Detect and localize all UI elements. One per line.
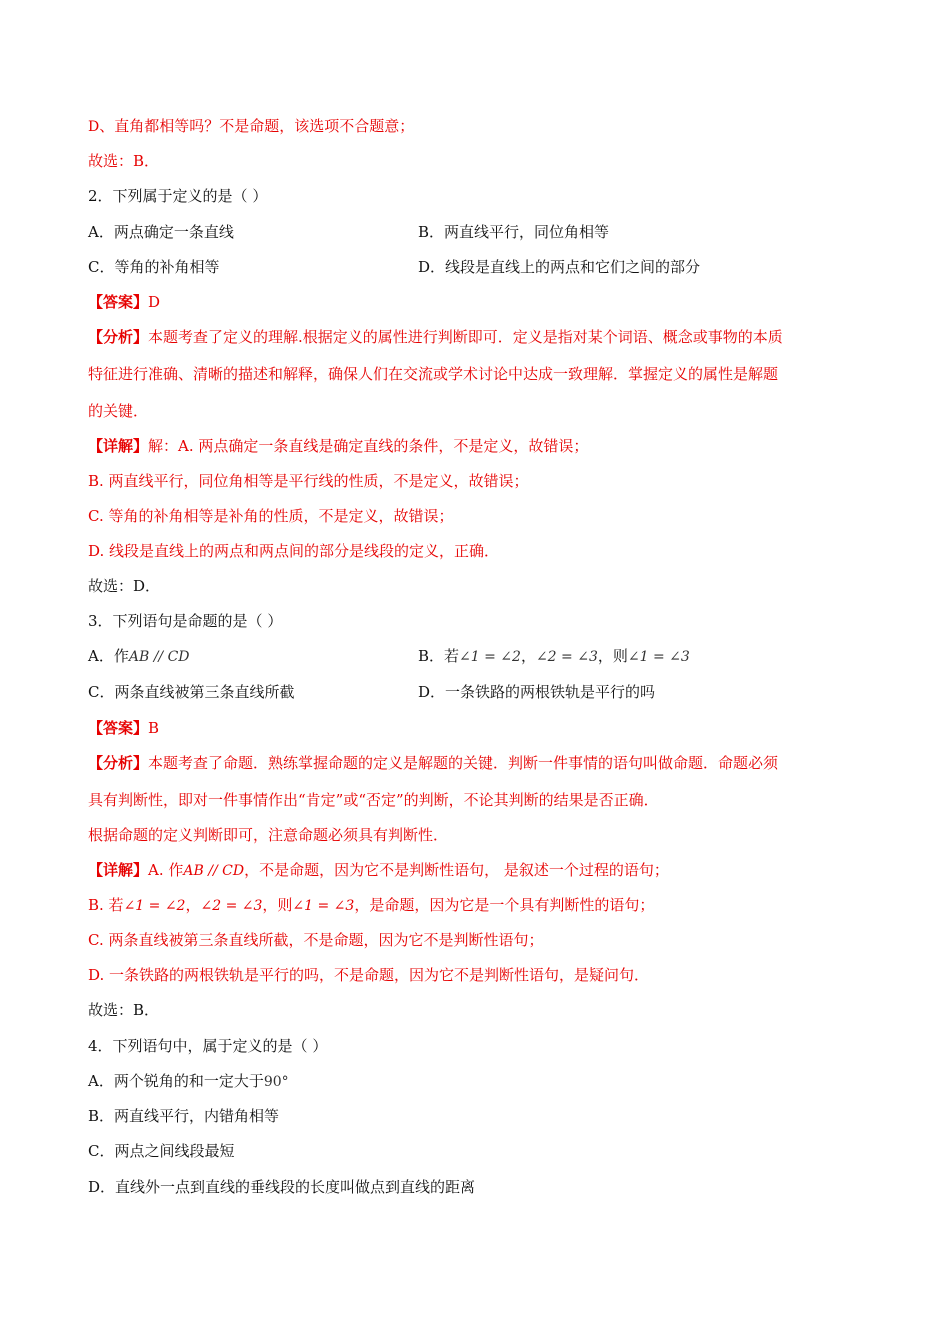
q3-detail-line-c: C. 两条直线被第三条直线所截，不是命题，因为它不是判断性语句； — [88, 931, 544, 949]
q2-detail-tag: 【详解】 — [88, 437, 149, 455]
q3-option-b — [418, 646, 690, 667]
q3-detail-a-prefix: A. 作 — [148, 861, 184, 879]
q1-choose-line: 故选：B． — [88, 152, 160, 170]
q3-stem: 3．下列语句是命题的是（ ） — [88, 612, 283, 630]
q2-options-row-1 — [88, 222, 234, 242]
q4-option-a-prefix: A．两个锐角的和一定大于 — [88, 1072, 264, 1090]
q2-option-b: B．两直线平行，同位角相等 — [418, 223, 610, 241]
q3-option-d: D．一条铁路的两根铁轨是平行的吗 — [418, 683, 656, 701]
q2-analysis-tag: 【分析】 — [88, 328, 149, 346]
q3-choose-line: 故选：B． — [88, 1001, 160, 1019]
q2-detail-a-text: 解：A. 两点确定一条直线是确定直线的条件，不是定义，故错误； — [148, 437, 589, 455]
q3-detail-b-math-1: ∠1 = ∠2 — [123, 898, 186, 914]
q3-detail-a-math: AB // CD — [183, 863, 245, 879]
q3-option-a-math: AB // CD — [128, 649, 190, 665]
q3-option-b-math-2: ∠2 = ∠3 — [535, 649, 598, 665]
q3-detail-tag: 【详解】 — [88, 861, 149, 879]
q2-answer-tag: 【答案】 — [88, 293, 149, 311]
q3-detail-a-rest: ，不是命题，因为它不是判断性语句， 是叙述一个过程的语句； — [244, 861, 669, 879]
q4-option-b: B．两直线平行，内错角相等 — [88, 1107, 280, 1125]
q2-choose-line: 故选：D． — [88, 577, 161, 595]
q3-detail-b-math-3: ∠1 = ∠3 — [292, 898, 355, 914]
q3-answer-value: B — [148, 719, 160, 737]
q3-detail-line-d: D. 一条铁路的两根铁轨是平行的吗，不是命题，因为它不是判断性语句，是疑问句． — [88, 966, 650, 984]
q2-option-d: D．线段是直线上的两点和它们之间的部分 — [418, 258, 701, 276]
q2-analysis-text-1: 本题考查了定义的理解.根据定义的属性进行判断即可．定义是指对某个词语、概念或事物的本质 — [148, 328, 783, 346]
q3-answer-tag: 【答案】 — [88, 719, 149, 737]
q3-detail-line-b — [88, 895, 654, 916]
q3-detail-b-mid: ，则 — [262, 896, 293, 914]
q4-option-d: D．直线外一点到直线的垂线段的长度叫做点到直线的距离 — [88, 1178, 476, 1196]
q3-option-b-math-3: ∠1 = ∠3 — [627, 649, 690, 665]
q2-option-c: C．等角的补角相等 — [88, 258, 220, 276]
q2-detail-line-b: B. 两直线平行，同位角相等是平行线的性质，不是定义，故错误； — [88, 472, 529, 490]
q3-option-b-math-1: ∠1 = ∠2 — [459, 649, 521, 665]
q3-analysis-line-1 — [88, 753, 778, 773]
q2-detail-line-c: C. 等角的补角相等是补角的性质，不是定义，故错误； — [88, 507, 454, 525]
q3-analysis-text-1: 本题考查了命题．熟练掌握命题的定义是解题的关键．判断一件事情的语句叫做命题．命题必须 — [148, 754, 779, 772]
q3-option-a — [88, 646, 190, 667]
q2-detail-line-d: D. 线段是直线上的两点和两点间的部分是线段的定义，正确． — [88, 542, 500, 560]
q2-analysis-line-3: 的关键． — [88, 402, 149, 420]
q4-option-a — [88, 1071, 289, 1092]
q2-stem: 2．下列属于定义的是（ ） — [88, 187, 268, 205]
q1-d-letter: D — [88, 119, 100, 135]
q4-stem: 4．下列语句中，属于定义的是（ ） — [88, 1037, 328, 1055]
q2-answer-value: D — [148, 293, 161, 311]
q3-option-c: C．两条直线被第三条直线所截 — [88, 683, 295, 701]
q3-option-a-prefix: A．作 — [88, 647, 129, 665]
q3-detail-line-a — [88, 860, 669, 881]
q2-detail-line-a — [88, 436, 588, 456]
q3-option-b-mid: ，则 — [597, 647, 628, 665]
q1-option-d-explanation — [88, 116, 414, 137]
q3-answer-line — [88, 718, 159, 738]
q3-analysis-line-2: 具有判断性，即对一件事情作出“肯定”或“否定”的判断，不论其判断的结果是否正确． — [88, 791, 659, 809]
q3-option-b-prefix: B．若 — [418, 647, 460, 665]
q3-detail-b-rest: ，是命题，因为它是一个具有判断性的语句； — [354, 896, 655, 914]
q2-answer-line — [88, 292, 160, 312]
q2-analysis-line-1 — [88, 327, 783, 347]
q3-analysis-tag: 【分析】 — [88, 754, 149, 772]
q1-d-text: 、直角都相等吗？不是命题，该选项不合题意； — [99, 117, 415, 135]
q3-analysis-line-3: 根据命题的定义判断即可，注意命题必须具有判断性． — [88, 826, 449, 844]
q3-detail-b-math-2: ∠2 = ∠3 — [200, 898, 263, 914]
q3-detail-b-sep: ， — [185, 896, 201, 914]
q2-analysis-line-2: 特征进行准确、清晰的描述和解释，确保人们在交流或学术讨论中达成一致理解．掌握定义的属性是解题 — [88, 365, 779, 383]
q4-option-c: C．两点之间线段最短 — [88, 1142, 235, 1160]
q3-detail-b-prefix: B. 若 — [88, 896, 124, 914]
q3-option-b-sep: ， — [520, 647, 536, 665]
q4-option-a-math: 90° — [263, 1074, 289, 1090]
q2-option-a: A．两点确定一条直线 — [88, 223, 234, 241]
